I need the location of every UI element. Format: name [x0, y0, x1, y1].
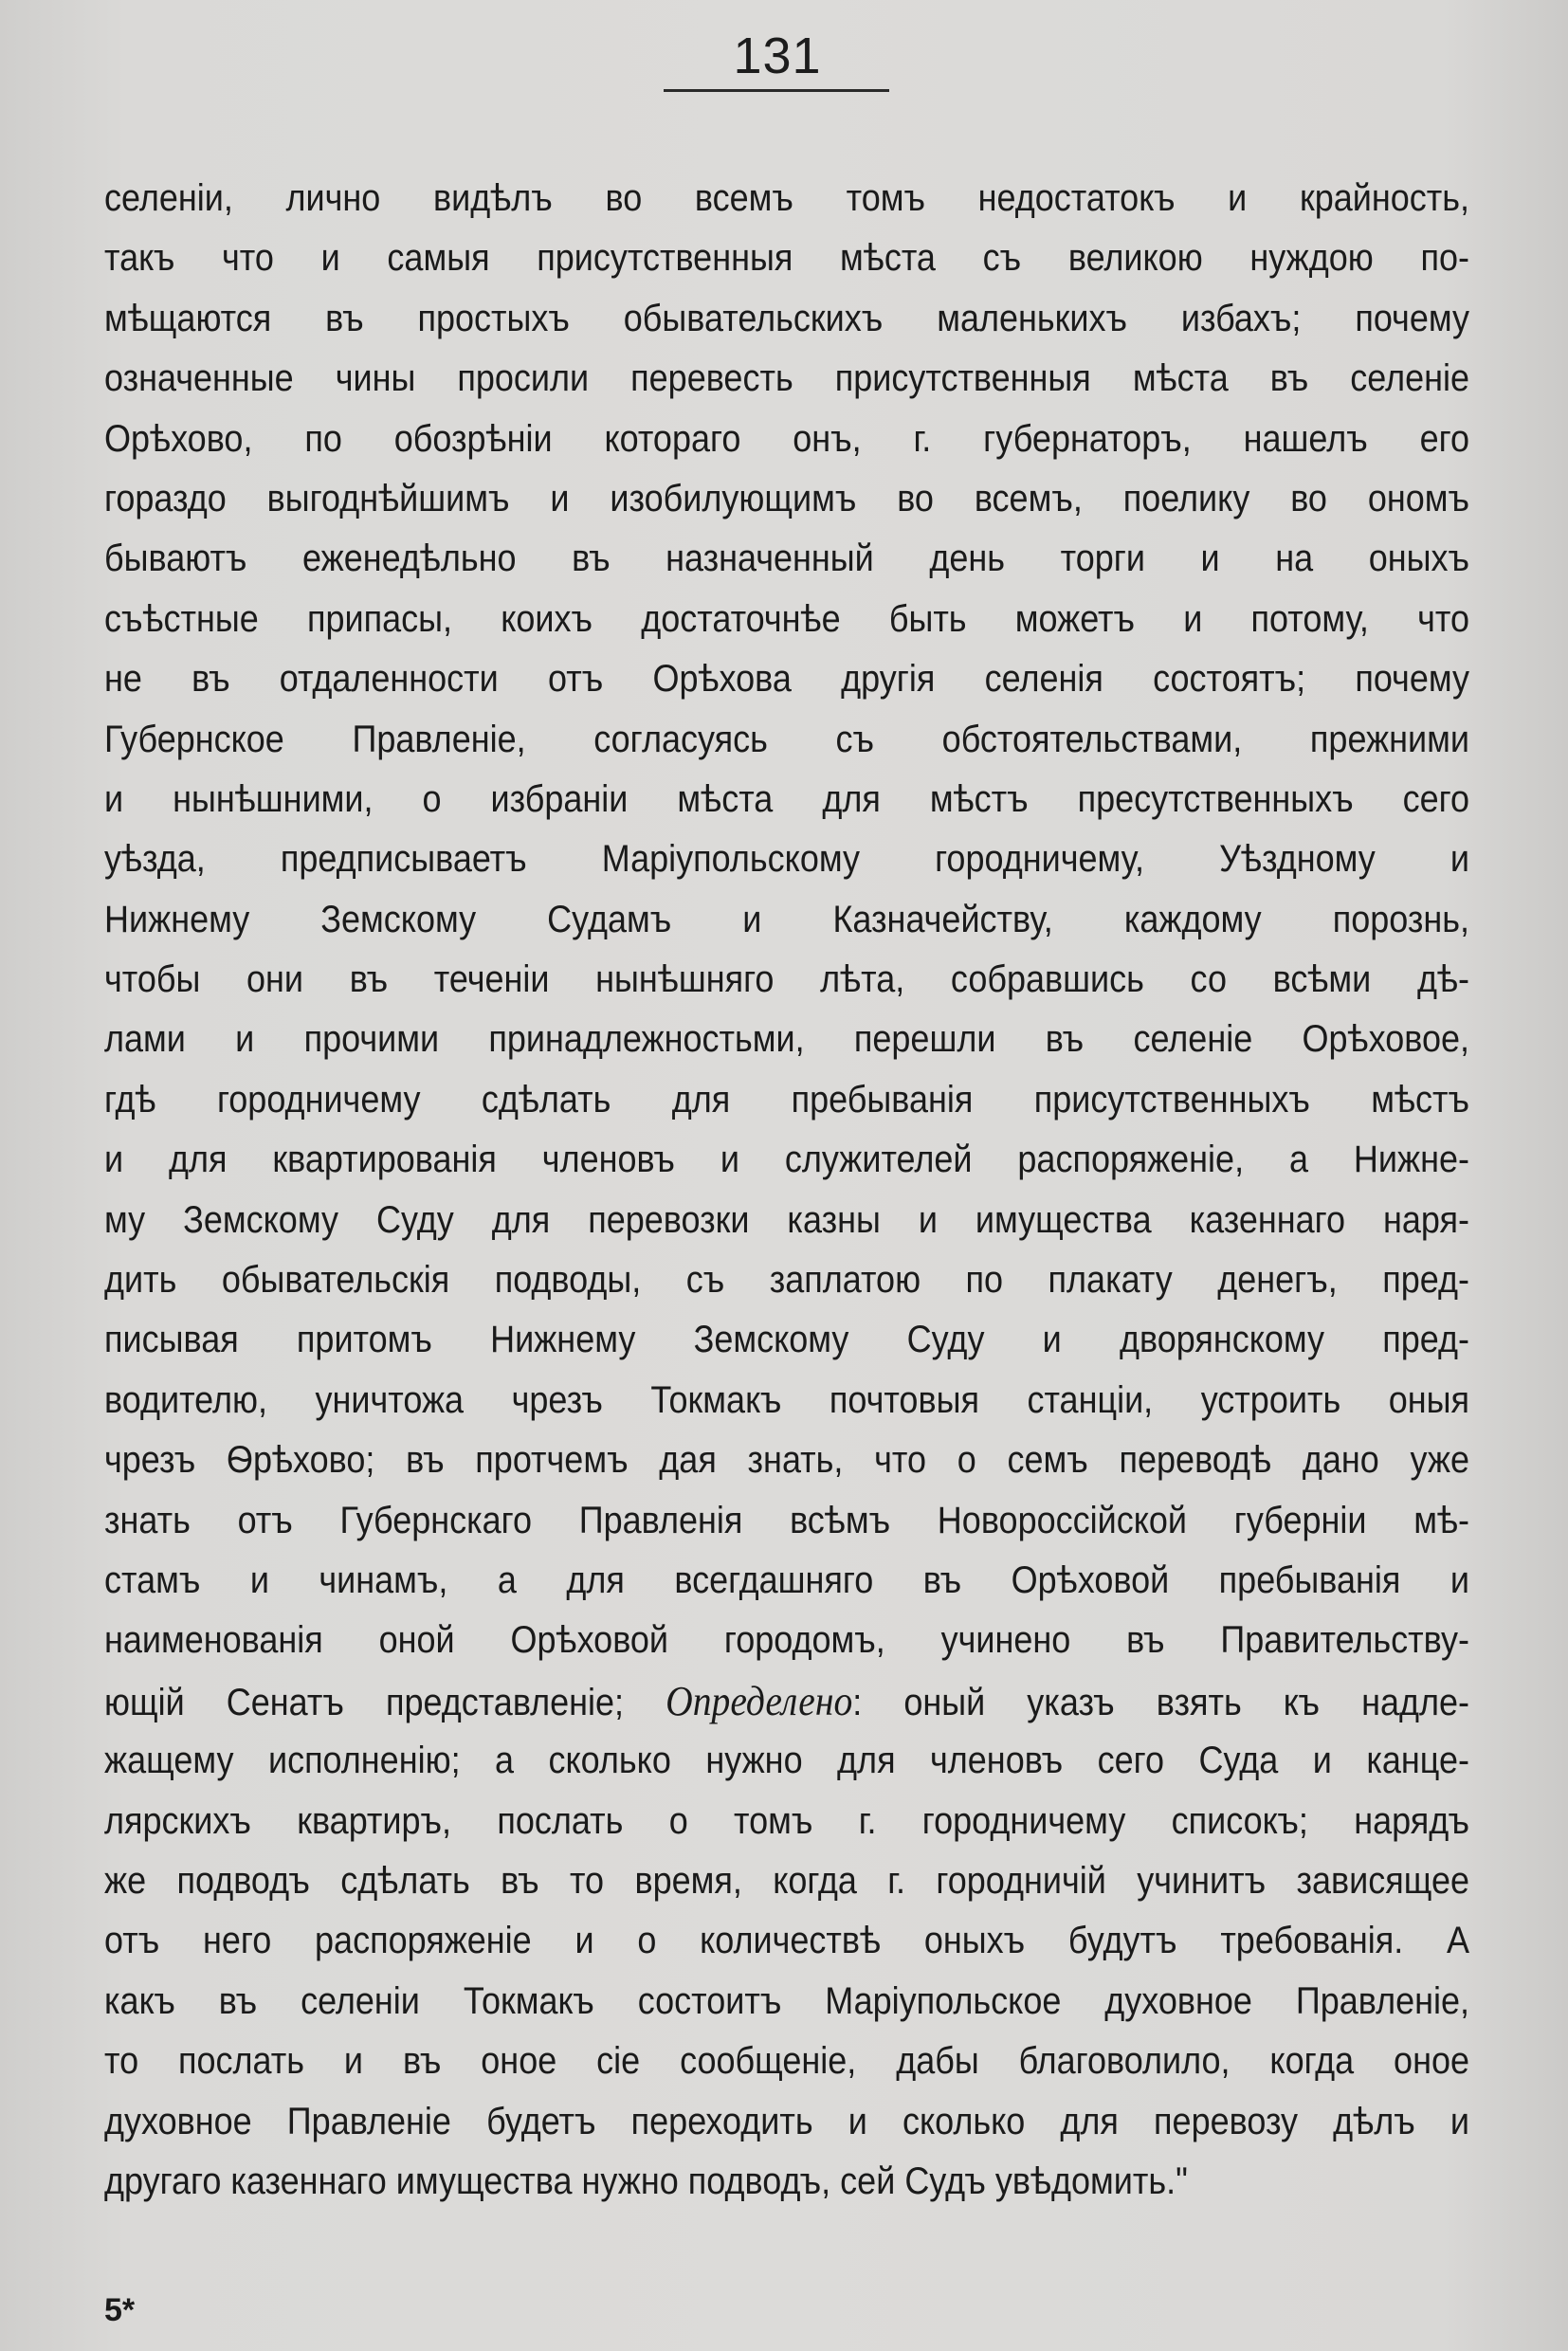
text-line: мѣщаются въ простыхъ обывательскихъ маленькихъ избахъ; почему: [104, 297, 1469, 339]
text-line: селенiи, лично видѣлъ во всемъ томъ недостатокъ и крайность,: [104, 177, 1469, 219]
text-line: лами и прочими принадлежностьми, перешли въ селенiе Орѣховое,: [104, 1018, 1469, 1061]
body-text: [104, 169, 1469, 2212]
text-line: не въ отдаленности отъ Орѣхова другiя селенiя состоятъ; почему: [104, 658, 1469, 701]
text-line: же подводъ сдѣлать въ то время, когда г. городничiй учинитъ зависящее: [104, 1859, 1469, 1902]
text-line: му Земскому Суду для перевозки казны и имущества казеннаго наря-: [104, 1198, 1469, 1241]
text-line: отъ него распоряженiе и о количествѣ оныхъ будутъ требованiя. А: [104, 1920, 1469, 1962]
text-line: Нижнему Земскому Судамъ и Казначейству, каждому порознь,: [104, 898, 1469, 940]
text-line: такъ что и самыя присутственныя мѣста съ великою нуждою по-: [104, 237, 1469, 280]
text-line: наименованiя оной Орѣховой городомъ, учинено въ Правительству-: [104, 1619, 1469, 1662]
text-line: бываютъ еженедѣльно въ назначенный день торги и на оныхъ: [104, 538, 1469, 580]
text-line: чтобы они въ теченiи нынѣшняго лѣта, собравшись со всѣми дѣ-: [104, 958, 1469, 1001]
text-line: Орѣхово, по обозрѣнiи котораго онъ, г. губернаторъ, нашелъ его: [104, 417, 1469, 460]
text-line: и нынѣшними, о избранiи мѣста для мѣстъ пресутственныхъ сего: [104, 777, 1469, 820]
text-line: дить обывательскiя подводы, съ заплатою по плакату денегъ, пред-: [104, 1259, 1469, 1302]
text-line: духовное Правленiе будетъ переходить и сколько для перевозу дѣлъ и: [104, 2100, 1469, 2142]
text-line: жащему исполненiю; а сколько нужно для членовъ сего Суда и канце-: [104, 1740, 1469, 1782]
page-number-rule: [664, 89, 889, 92]
text-line: другаго казеннаго имущества нужно подводъ, сей Судъ увѣдомить.": [104, 2160, 1188, 2202]
text-line: лярскихъ квартиръ, послать о томъ г. городничему списокъ; нарядъ: [104, 1799, 1469, 1842]
text-line: гдѣ городничему сдѣлать для пребыванiя присутственныхъ мѣстъ: [104, 1078, 1469, 1121]
emphasis-word: Определено: [665, 1677, 853, 1724]
text-line-with-emphasis: [104, 1671, 1469, 1731]
text-line: и для квартированiя членовъ и служителей распоряженiе, а Нижне-: [104, 1139, 1469, 1181]
text-line: то послать и въ оное сiе сообщенiе, дабы благоволило, когда оное: [104, 2040, 1469, 2083]
text-line: съѣстные припасы, коихъ достаточнѣе быть можетъ и потому, что: [104, 597, 1469, 640]
text-line: Губернское Правленiе, согласуясь съ обстоятельствами, прежними: [104, 718, 1469, 760]
text-line-end: : оный указъ взять къ надле-: [852, 1681, 1469, 1723]
text-line: означенные чины просили перевесть присутственныя мѣста въ селенiе: [104, 357, 1469, 400]
signature-mark: 5*: [104, 2292, 136, 2328]
text-line: гораздо выгоднѣйшимъ и изобилующимъ во всемъ, поелику во ономъ: [104, 477, 1469, 519]
text-line: водителю, уничтожа чрезъ Токмакъ почтовыя станцiи, устроить оныя: [104, 1378, 1469, 1421]
text-line-start: ющiй Сенатъ представленiе;: [104, 1681, 625, 1723]
page-number: 131: [733, 27, 822, 84]
text-line: уѣзда, предписываетъ Марiупольскому городничему, Уѣздному и: [104, 838, 1469, 881]
text-line: чрезъ Ѳрѣхово; въ протчемъ дая знать, что о семъ переводѣ дано уже: [104, 1439, 1469, 1482]
text-line: стамъ и чинамъ, а для всегдашняго въ Орѣховой пребыванiя и: [104, 1558, 1469, 1601]
text-line: какъ въ селенiи Токмакъ состоитъ Марiупольское духовное Правленiе,: [104, 1979, 1469, 2022]
text-line: знать отъ Губернскаго Правленiя всѣмъ Новороссiйской губернiи мѣ-: [104, 1499, 1469, 1541]
text-line: писывая притомъ Нижнему Земскому Суду и дворянскому пред-: [104, 1319, 1469, 1361]
